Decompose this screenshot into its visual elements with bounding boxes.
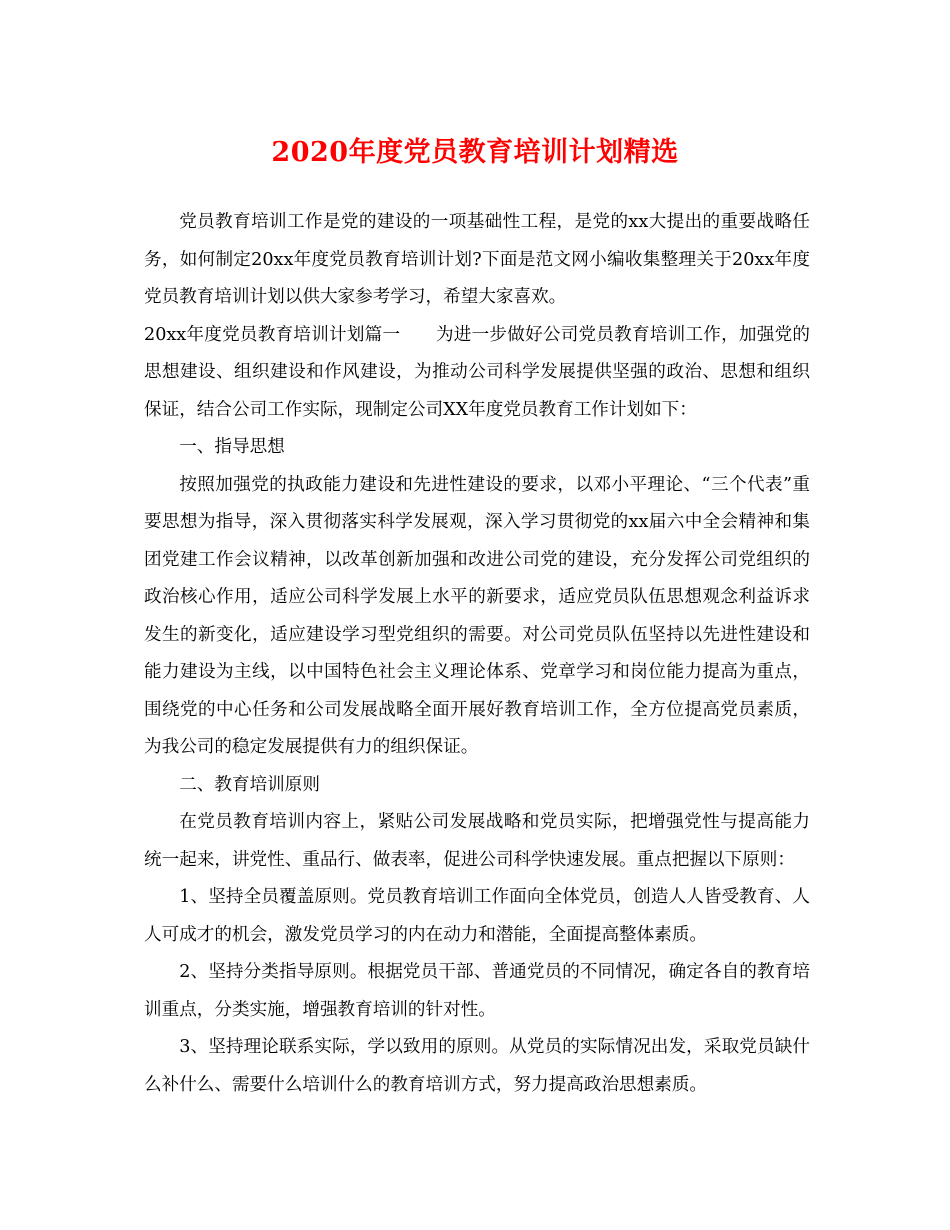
training-principles-paragraph: 在党员教育培训内容上，紧贴公司发展战略和党员实际，把增强党性与提高能力统一起来，讲党性、重品行、做表率，促进公司科学快速发展。重点把握以下原则： — [144, 812, 810, 870]
principle-item-1: 1、坚持全员覆盖原则。党员教育培训工作面向全体党员，创造人人皆受教育、人人可成才的机会，激发党员学习的内在动力和潜能，全面提高整体素质。 — [144, 887, 810, 945]
principle-item-2: 2、坚持分类指导原则。根据党员干部、普通党员的不同情况，确定各自的教育培训重点，分类实施，增强教育培训的针对性。 — [144, 962, 810, 1020]
document-title: 2020年度党员教育培训计划精选 — [271, 137, 679, 168]
principle-item-3: 3、坚持理论联系实际，学以致用的原则。从党员的实际情况出发，采取党员缺什么补什么、需要什么培训什么的教育培训方式，努力提高政治思想素质。 — [144, 1037, 810, 1095]
section-heading-training-principles: 二、教育培训原则 — [179, 774, 320, 795]
document-body — [144, 204, 810, 1104]
intro-paragraph: 党员教育培训工作是党的建设的一项基础性工程，是党的xx大提出的重要战略任务，如何制定20xx年度党员教育培训计划?下面是范文网小编收集整理关于20xx年度党员教育培训计划以供大家参考学习，希望大家喜欢。 — [144, 212, 810, 307]
plan-intro-paragraph: 20xx年度党员教育培训计划篇一 为进一步做好公司党员教育培训工作，加强党的思想建设、组织建设和作风建设，为推动公司科学发展提供坚强的政治、思想和组织保证，结合公司工作实际，现制定公司XX年度党员教育工作计划如下： — [144, 324, 810, 420]
guiding-ideology-paragraph: 按照加强党的执政能力建设和先进性建设的要求，以邓小平理论、“三个代表”重要思想为指导，深入贯彻落实科学发展观，深入学习贯彻党的xx届六中全会精神和集团党建工作会议精神，以改革创新加强和改进公司党的建设，充分发挥公司党组织的政治核心作用，适应公司科学发展上水平的新要求，适应党员队伍思想观念利益诉求发生的新变化，适应建设学习型党组织的需要。对公司党员队伍坚持以先进性建设和能力建设为主线，以中国特色社会主义理论体系、党章学习和岗位能力提高为重点，围绕党的中心任务和公司发展战略全面开展好教育培训工作，全方位提高党员素质，为我公司的稳定发展提供有力的组织保证。 — [144, 474, 810, 757]
section-heading-guiding-ideology: 一、指导思想 — [179, 437, 285, 457]
